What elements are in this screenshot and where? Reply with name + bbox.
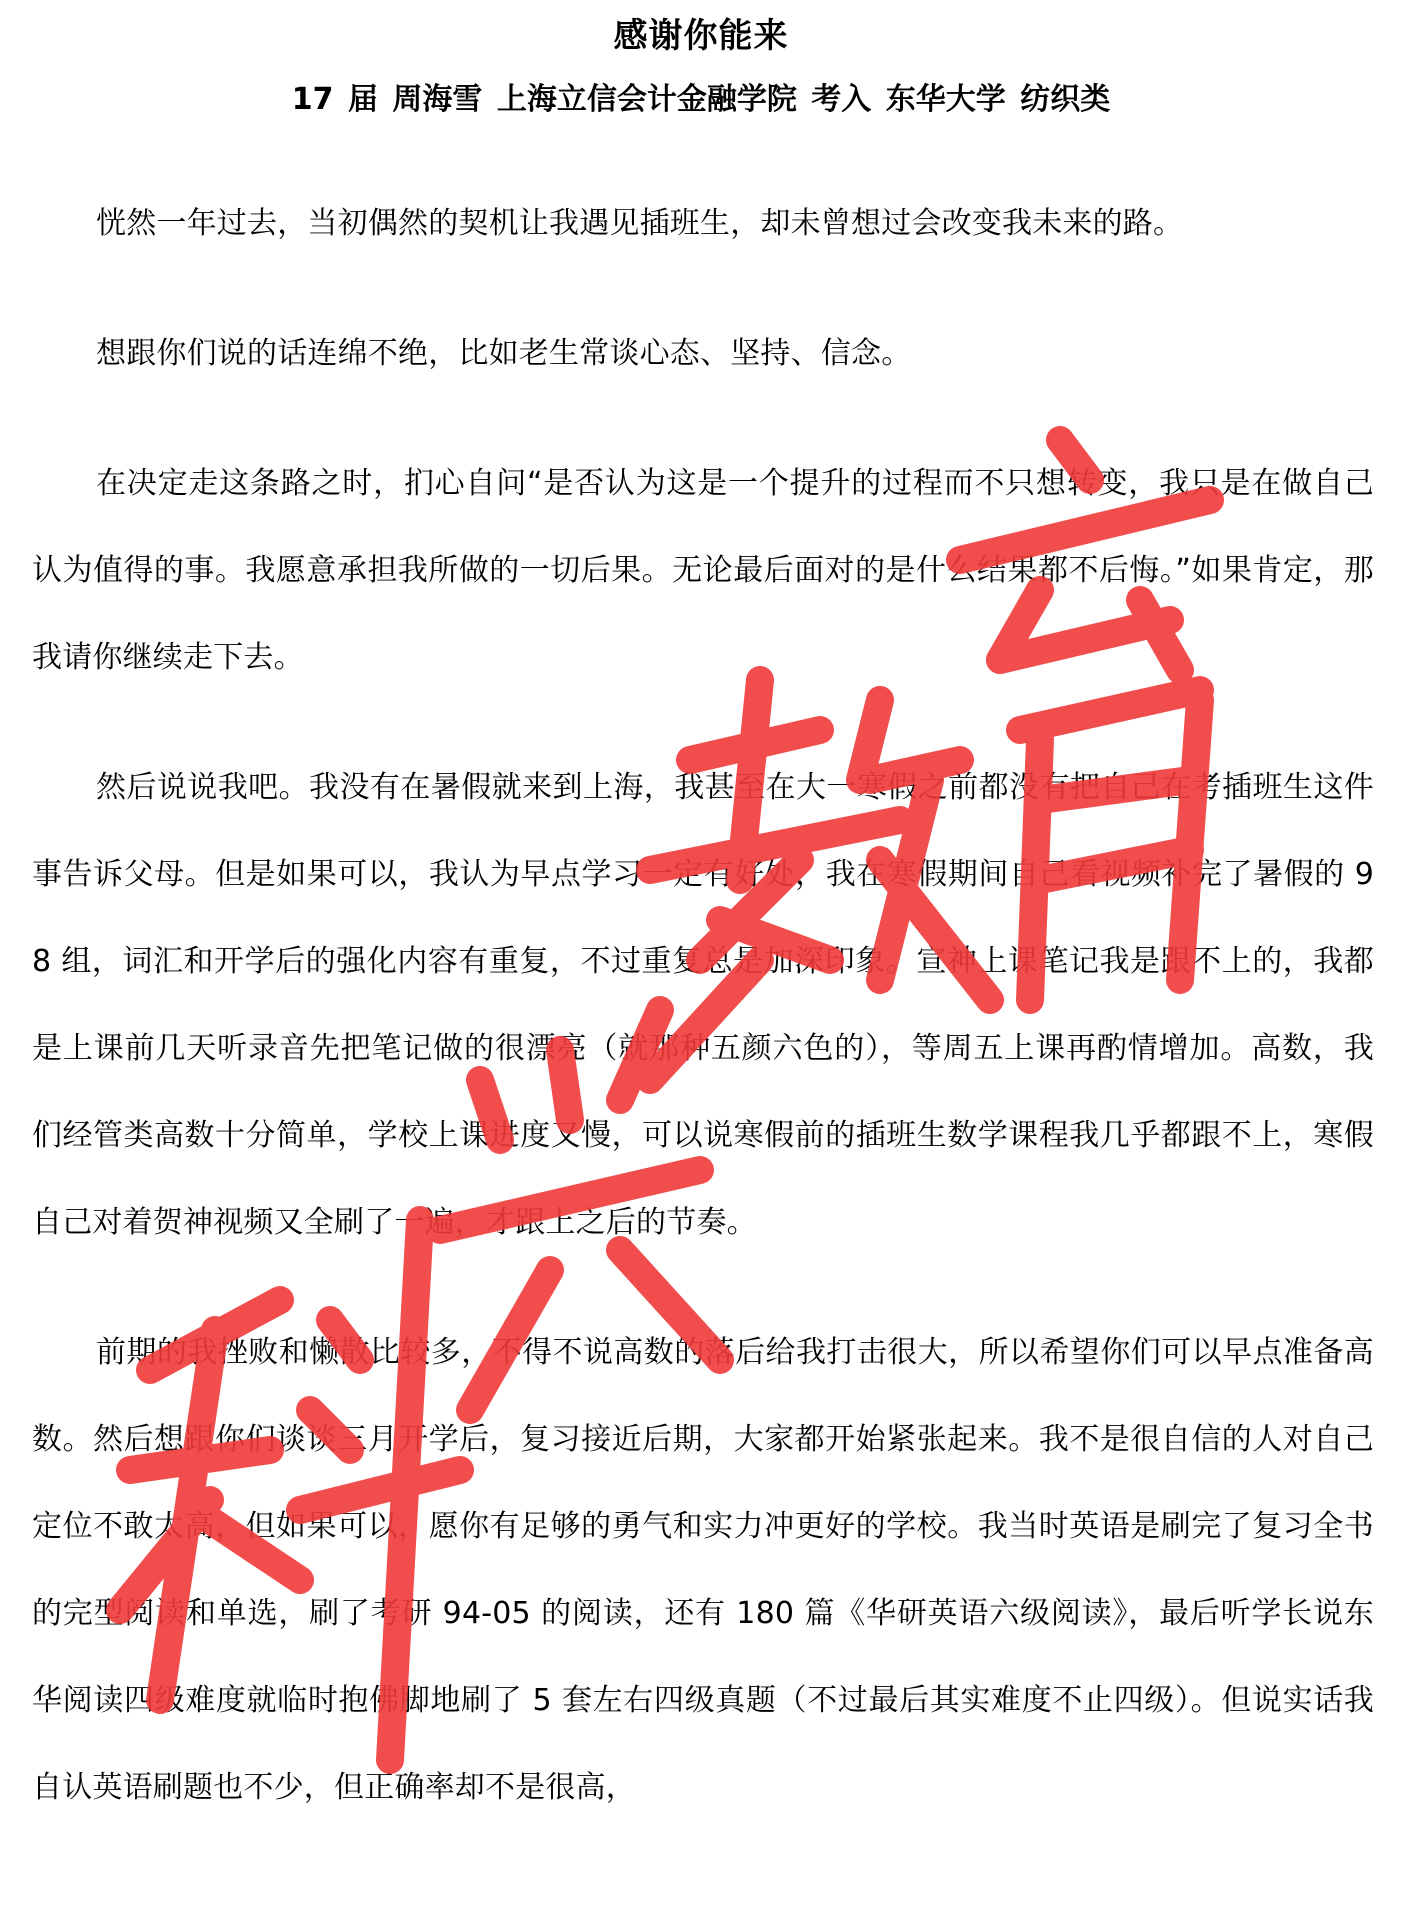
- paragraph-5: 前期的我挫败和懒散比较多，不得不说高数的落后给我打击很大，所以希望你们可以早点准备高数。然后想跟你们谈谈三月开学后，复习接近后期，大家都开始紧张起来。我不是很自信的人对自己定位不敢太高，但如果可以，愿你有足够的勇气和实力冲更好的学校。我当时英语是刷完了复习全书的完型阅读和单选，刷了考研 94-05 的阅读，还有 180 篇《华研英语六级阅读》，最后听学长说东华阅读四级难度就临时抱佛脚地刷了 5 套左右四级真题（不过最后其实难度不止四级）。但说实话我自认英语刷题也不少，但正确率却不是很高，: [32, 1335, 1374, 1805]
- document-subtitle: 17 届 周海雪 上海立信会计金融学院 考入 东华大学 纺织类: [291, 82, 1111, 117]
- paragraph-4: 然后说说我吧。我没有在暑假就来到上海，我甚至在大一寒假之前都没有把自己在考插班生这件事告诉父母。但是如果可以，我认为早点学习一定有好处，我在寒假期间自己看视频补完了暑假的 98 组，词汇和开学后的强化内容有重复，不过重复总是加深印象。宣神上课笔记我是跟不上的，我都是上课前几天听录音先把笔记做的很漂亮（就那种五颜六色的），等周五上课再酌情增加。高数，我们经管类高数十分简单，学校上课进度又慢，可以说寒假前的插班生数学课程我几乎都跟不上，寒假自己对着贺神视频又全刷了一遍，才跟上之后的节奏。: [32, 770, 1374, 1240]
- paragraph-2: 想跟你们说的话连绵不绝，比如老生常谈心态、坚持、信念。: [96, 336, 912, 371]
- document-body: [32, 180, 1374, 1874]
- document-title: 感谢你能来: [613, 16, 789, 56]
- paragraph-3: 在决定走这条路之时，扪心自问“是否认为这是一个提升的过程而不只想转变，我只是在做自己认为值得的事。我愿意承担我所做的一切后果。无论最后面对的是什么结果都不后悔。”如果肯定，那我请你继续走下去。: [32, 466, 1374, 675]
- paragraph-1: 恍然一年过去，当初偶然的契机让我遇见插班生，却未曾想过会改变我未来的路。: [96, 206, 1184, 241]
